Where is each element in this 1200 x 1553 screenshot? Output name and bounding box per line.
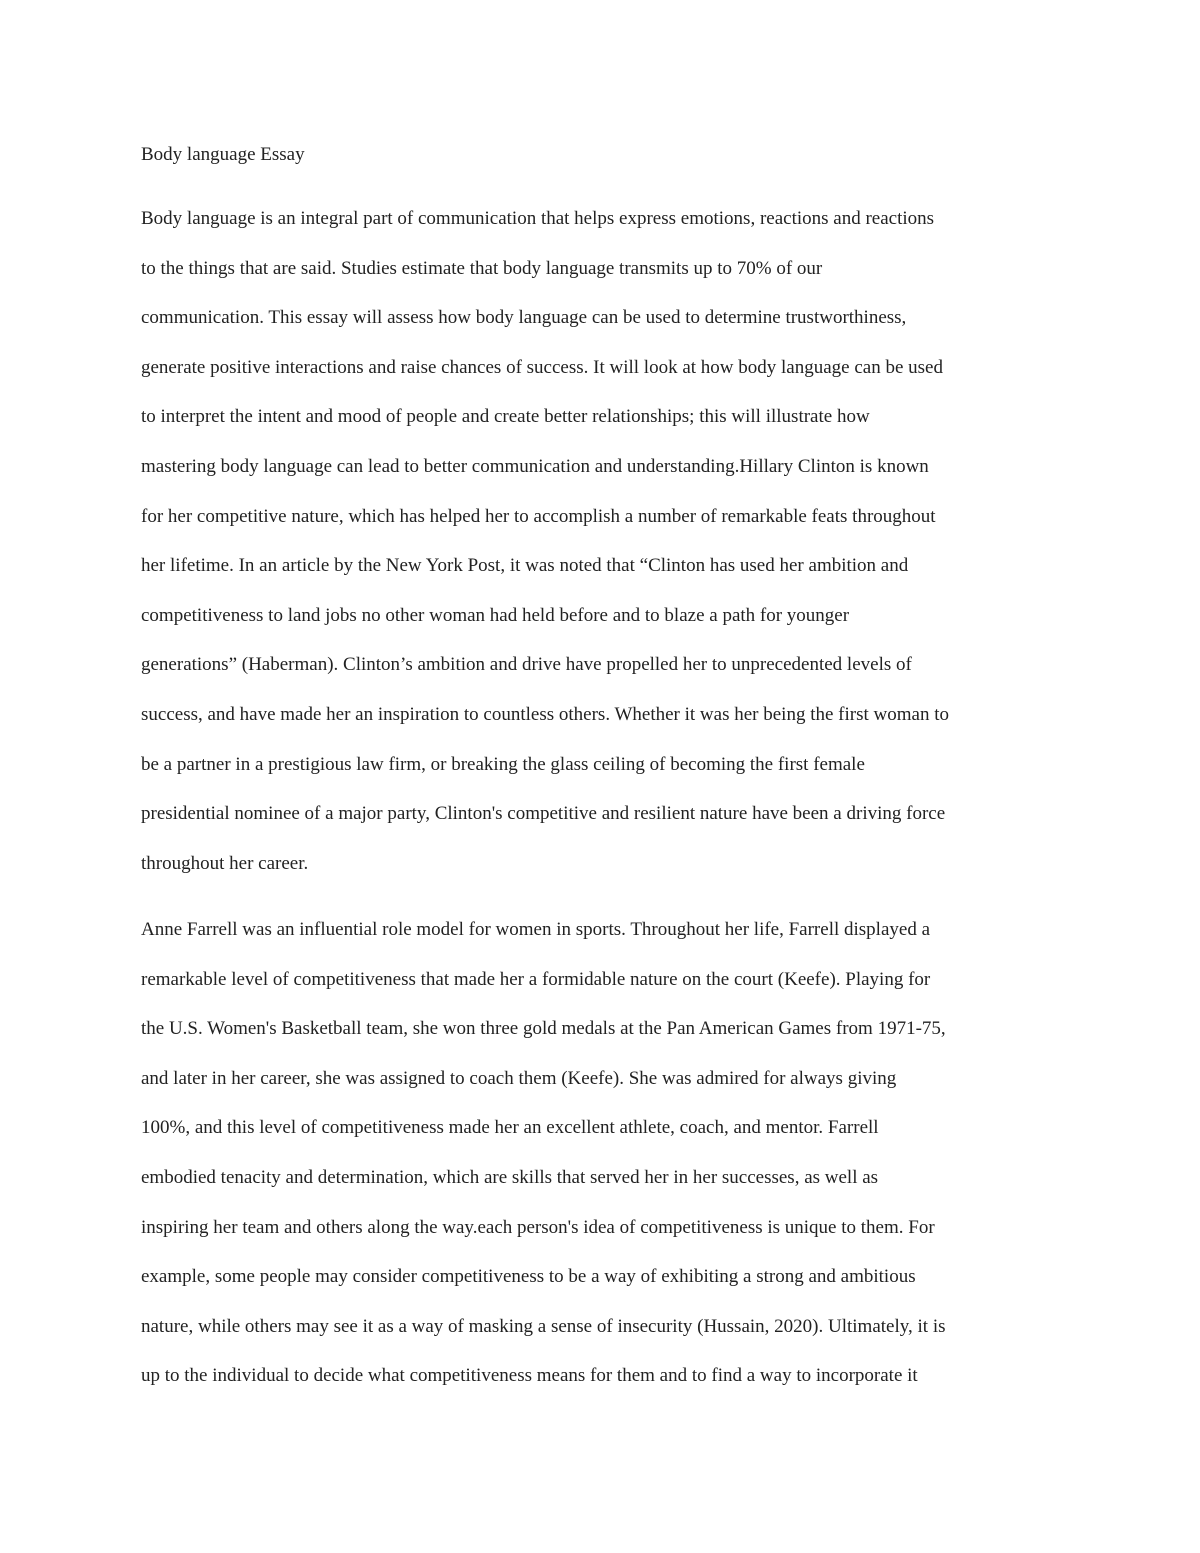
text-line: throughout her career.: [141, 852, 309, 874]
text-line: 100%, and this level of competitiveness made her an excellent athlete, coach, and mentor. Farrell: [141, 1117, 879, 1139]
text-line: competitiveness to land jobs no other woman had held before and to blaze a path for younger: [141, 604, 850, 626]
text-line: Anne Farrell was an influential role model for women in sports. Throughout her life, Farrell displayed a: [141, 919, 931, 940]
text-line: inspiring her team and others along the way.each person's idea of competitiveness is unique to them. For: [141, 1216, 935, 1238]
paragraph-intro: [141, 207, 949, 901]
text-line: nature, while others may see it as a way of masking a sense of insecurity (Hussain, 2020). Ultimately, it is: [141, 1315, 946, 1337]
text-line: generate positive interactions and raise chances of success. It will look at how body language can be used: [141, 356, 943, 378]
text-line: the U.S. Women's Basketball team, she won three gold medals at the Pan American Games from 1971-75,: [141, 1018, 946, 1040]
text-line: Body language is an integral part of communication that helps express emotions, reactions and reactions: [141, 208, 935, 229]
text-line: mastering body language can lead to better communication and understanding.Hillary Clinton is known: [141, 455, 929, 477]
paragraph-anne-farrell: [141, 918, 946, 1414]
text-line: remarkable level of competitiveness that made her a formidable nature on the court (Keefe). Playing for: [141, 968, 931, 990]
text-line: up to the individual to decide what competitiveness means for them and to find a way to incorporate it: [141, 1365, 918, 1387]
text-line: presidential nominee of a major party, Clinton's competitive and resilient nature have been a driving force: [141, 803, 946, 825]
text-line: communication. This essay will assess how body language can be used to determine trustworthiness,: [141, 307, 907, 329]
text-line: to the things that are said. Studies estimate that body language transmits up to 70% of our: [141, 257, 823, 279]
text-line: example, some people may consider competitiveness to be a way of exhibiting a strong and ambitious: [141, 1266, 916, 1288]
text-line: be a partner in a prestigious law firm, or breaking the glass ceiling of becoming the first female: [141, 753, 865, 775]
text-line: generations” (Haberman). Clinton’s ambition and drive have propelled her to unprecedented levels of: [141, 654, 912, 676]
text-line: for her competitive nature, which has helped her to accomplish a number of remarkable feats throughout: [141, 505, 936, 527]
text-line: her lifetime. In an article by the New York Post, it was noted that “Clinton has used her ambition and: [141, 555, 909, 577]
text-line: embodied tenacity and determination, which are skills that served her in her successes, as well as: [141, 1166, 879, 1188]
text-line: to interpret the intent and mood of people and create better relationships; this will illustrate how: [141, 406, 870, 428]
text-line: success, and have made her an inspiration to countless others. Whether it was her being the first woman to: [141, 703, 949, 725]
text-line: and later in her career, she was assigned to coach them (Keefe). She was admired for always giving: [141, 1067, 897, 1089]
document-title: Body language Essay: [141, 144, 305, 165]
